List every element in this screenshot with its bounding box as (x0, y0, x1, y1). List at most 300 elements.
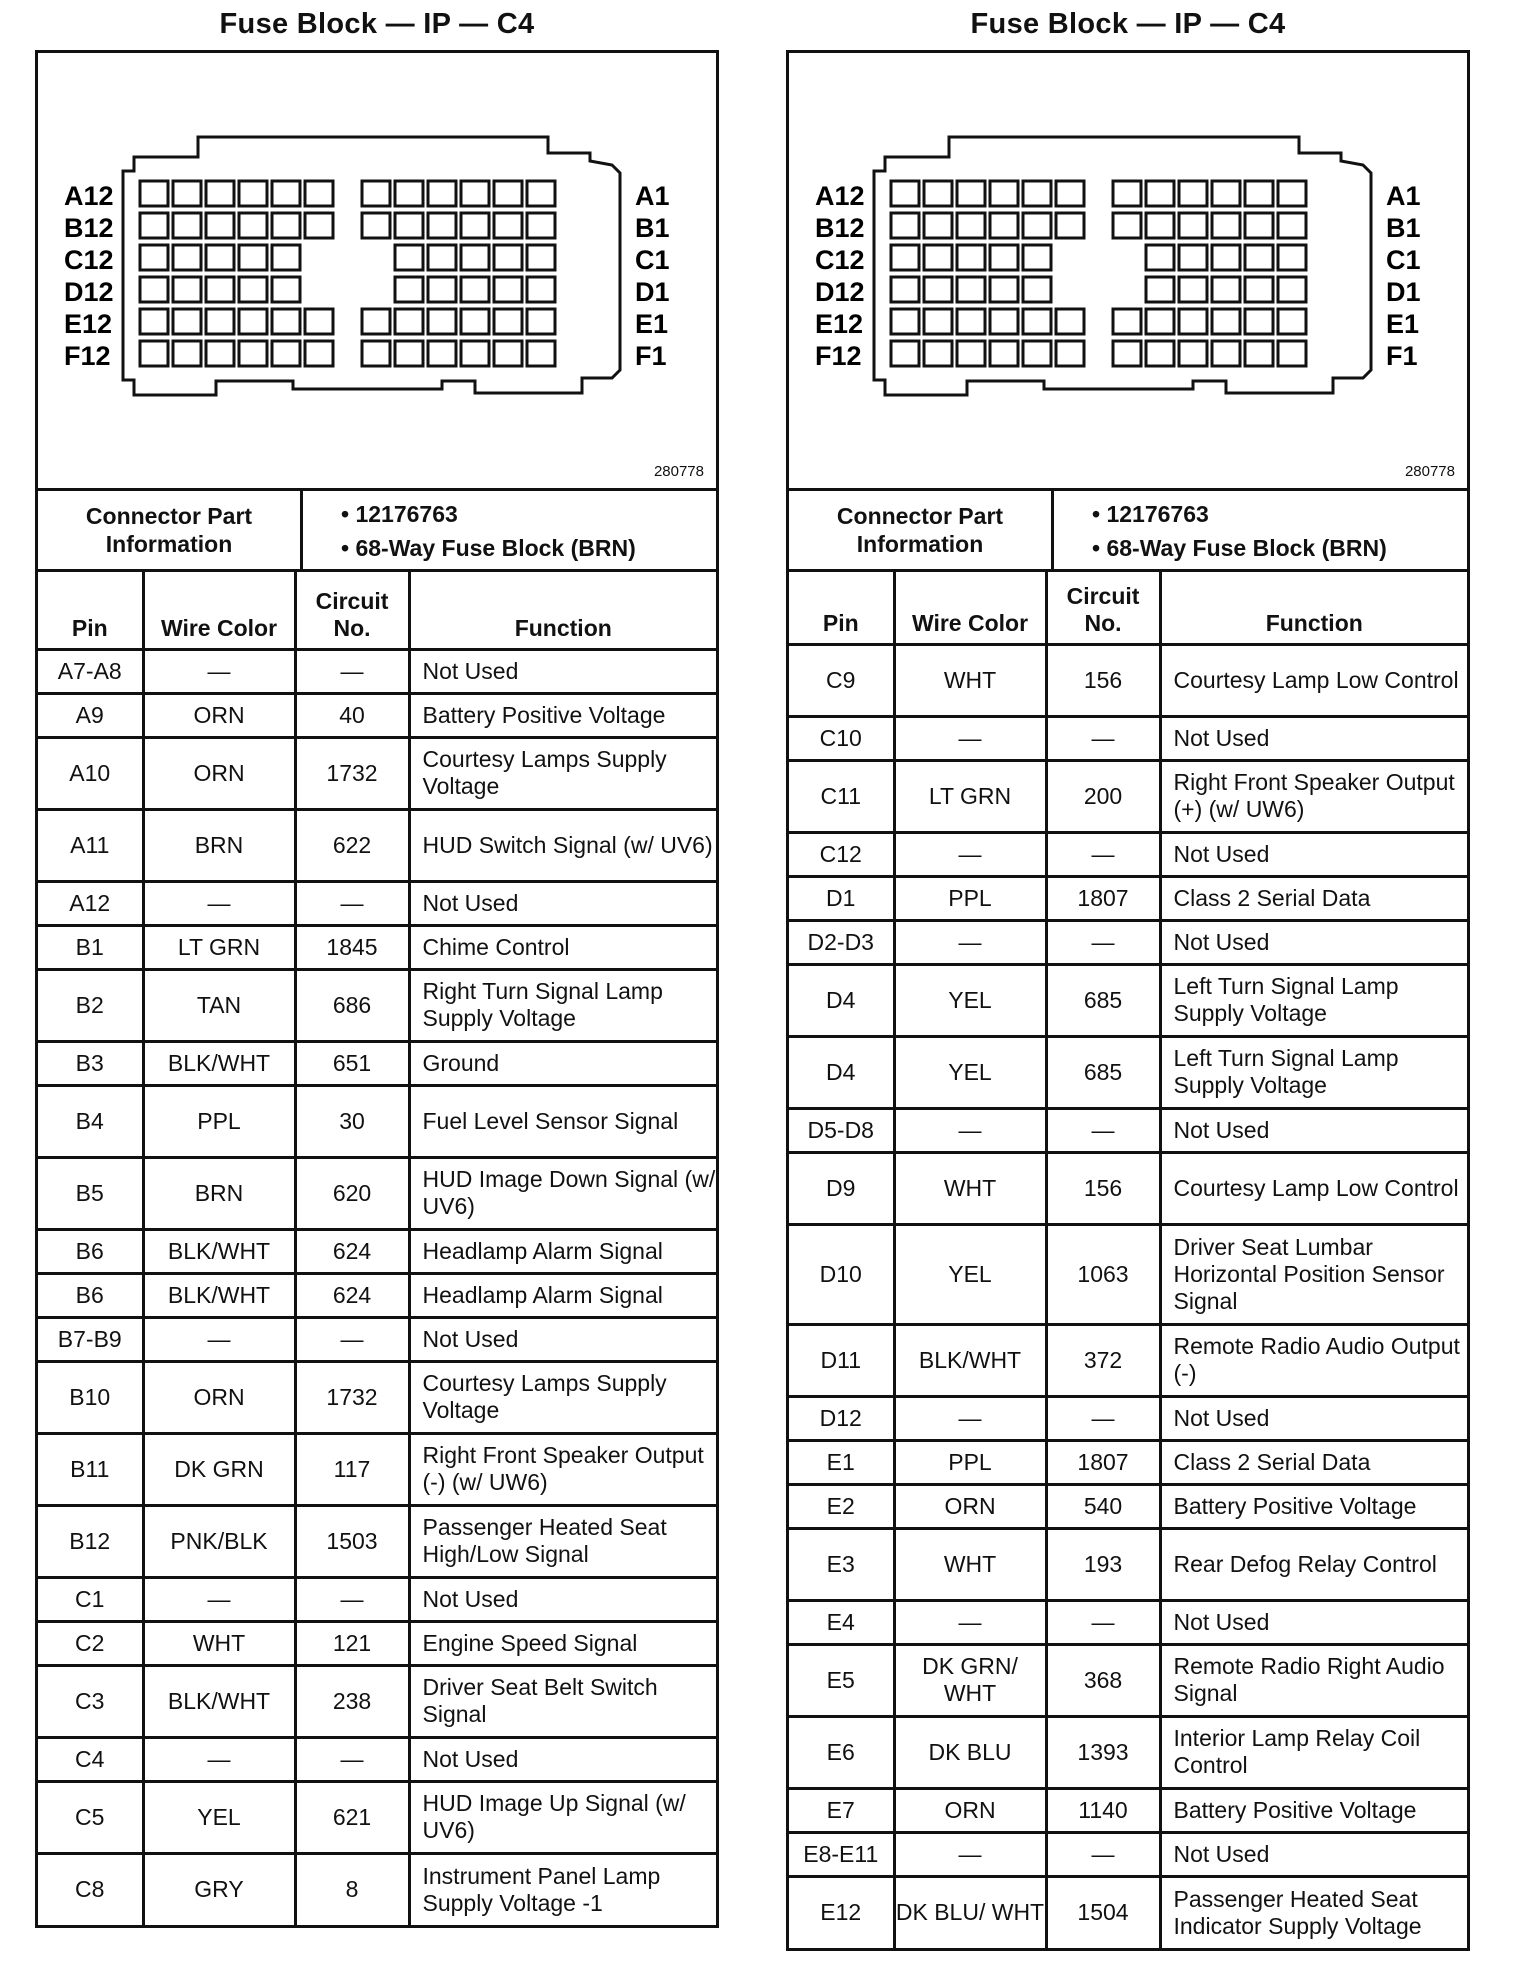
header-circuit-no: Circuit No. (295, 572, 409, 649)
wire-color-cell: DK BLU (894, 1716, 1046, 1788)
pin-row (789, 1324, 1467, 1396)
connector-info-items (1054, 491, 1467, 569)
pin-row (789, 1036, 1467, 1108)
circuit-cell: 1807 (1046, 1440, 1160, 1484)
row-label-left: B12 (815, 213, 865, 243)
pin-cell: A9 (38, 693, 143, 737)
pin-row (38, 1157, 716, 1229)
pin-cavity (957, 277, 985, 302)
panel-title: Fuse Block — IP — C4 (970, 8, 1286, 40)
pin-cavity (957, 341, 985, 366)
pin-cavity (206, 341, 234, 366)
function-cell: Battery Positive Voltage (1160, 1484, 1467, 1528)
function-cell: Courtesy Lamp Low Control (1160, 644, 1467, 716)
wire-color-cell: YEL (894, 1036, 1046, 1108)
pin-cavity (1113, 181, 1141, 206)
circuit-cell: 117 (295, 1433, 409, 1505)
pin-cavity (1212, 181, 1240, 206)
connector-info-items (303, 491, 716, 569)
pin-cavity (428, 309, 456, 334)
wire-color-cell: BRN (143, 1157, 295, 1229)
row-label-left: D12 (815, 277, 865, 307)
pin-cell: B4 (38, 1085, 143, 1157)
function-cell: Rear Defog Relay Control (1160, 1528, 1467, 1600)
circuit-cell: — (1046, 716, 1160, 760)
pin-cavity (527, 341, 555, 366)
circuit-cell: 372 (1046, 1324, 1160, 1396)
header-pin: Pin (38, 572, 143, 649)
pin-row (789, 1788, 1467, 1832)
pin-cell: E1 (789, 1440, 894, 1484)
pin-cell: A12 (38, 881, 143, 925)
wire-color-cell: LT GRN (143, 925, 295, 969)
pin-cavity (1146, 181, 1174, 206)
pin-cavity (362, 181, 390, 206)
pin-cavity (494, 213, 522, 238)
connector-frame (786, 50, 1470, 1951)
pin-cavity (140, 245, 168, 270)
function-cell: Chime Control (409, 925, 716, 969)
function-cell: Remote Radio Right Audio Signal (1160, 1644, 1467, 1716)
function-cell: Not Used (1160, 832, 1467, 876)
pin-cell: D2-D3 (789, 920, 894, 964)
circuit-cell: 156 (1046, 1152, 1160, 1224)
pin-row (789, 1644, 1467, 1716)
pin-cavity (239, 277, 267, 302)
pin-cavity (494, 341, 522, 366)
pin-cavity (272, 181, 300, 206)
row-label-right: F1 (1386, 341, 1418, 371)
pin-cavity (957, 245, 985, 270)
function-cell: Battery Positive Voltage (1160, 1788, 1467, 1832)
row-label-left: C12 (815, 245, 865, 275)
pin-cell: B12 (38, 1505, 143, 1577)
row-label-right: D1 (1386, 277, 1421, 307)
row-labels-right (1386, 181, 1421, 371)
pin-cavity (1179, 181, 1207, 206)
pin-cavity (990, 341, 1018, 366)
function-cell: Battery Positive Voltage (409, 693, 716, 737)
pin-cavity (527, 213, 555, 238)
header-wire-color: Wire Color (894, 572, 1046, 644)
function-cell: Instrument Panel Lamp Supply Voltage -1 (409, 1853, 716, 1925)
pin-cavity (1278, 277, 1306, 302)
pin-cavity (1179, 213, 1207, 238)
circuit-cell: — (295, 881, 409, 925)
pin-cavity (1056, 213, 1084, 238)
pin-cavity (395, 181, 423, 206)
pin-cavity (239, 309, 267, 334)
pin-cavity (891, 245, 919, 270)
pin-cavity (1179, 341, 1207, 366)
pin-cavity (494, 309, 522, 334)
function-cell: Class 2 Serial Data (1160, 876, 1467, 920)
pinout-table (789, 572, 1467, 1948)
pin-cavity (305, 213, 333, 238)
circuit-cell: 8 (295, 1853, 409, 1925)
function-cell: Interior Lamp Relay Coil Control (1160, 1716, 1467, 1788)
pin-cavity (206, 277, 234, 302)
pin-cavity (494, 277, 522, 302)
circuit-cell: — (1046, 1832, 1160, 1876)
pin-cavity (206, 213, 234, 238)
pin-cavity (173, 277, 201, 302)
circuit-cell: 620 (295, 1157, 409, 1229)
circuit-cell: 540 (1046, 1484, 1160, 1528)
pin-cavity (239, 213, 267, 238)
pin-cavity (461, 277, 489, 302)
pin-cavity (1023, 245, 1051, 270)
wire-color-cell: ORN (143, 693, 295, 737)
circuit-cell: 200 (1046, 760, 1160, 832)
circuit-cell: 1807 (1046, 876, 1160, 920)
panel-title: Fuse Block — IP — C4 (219, 8, 535, 40)
row-label-left: A12 (64, 181, 114, 211)
circuit-cell: — (295, 649, 409, 693)
pin-cavity (924, 245, 952, 270)
pin-cavity (527, 309, 555, 334)
connector-info-item: • 12176763 (1092, 501, 1209, 527)
circuit-cell: — (1046, 1108, 1160, 1152)
pin-cavity (1146, 213, 1174, 238)
connector-info-label: Connector Part Information (789, 491, 1054, 569)
pin-cavity (1212, 245, 1240, 270)
row-label-left: C12 (64, 245, 114, 275)
wire-color-cell: ORN (894, 1788, 1046, 1832)
pin-cavity (428, 181, 456, 206)
circuit-cell: 1503 (295, 1505, 409, 1577)
pin-cell: E7 (789, 1788, 894, 1832)
pin-cavity (891, 181, 919, 206)
pin-cavity (1023, 309, 1051, 334)
pin-cell: E5 (789, 1644, 894, 1716)
pinout-rows (38, 649, 716, 1925)
pin-row (38, 1041, 716, 1085)
pin-cavity (891, 341, 919, 366)
pin-row (38, 1273, 716, 1317)
pin-row (789, 920, 1467, 964)
pin-cavity (173, 245, 201, 270)
pin-cell: B1 (38, 925, 143, 969)
pin-cavity (140, 341, 168, 366)
pin-cavity (1245, 213, 1273, 238)
pin-cell: B10 (38, 1361, 143, 1433)
pin-row (38, 1781, 716, 1853)
pin-cavity (395, 277, 423, 302)
pinout-rows (789, 644, 1467, 1948)
pin-row (789, 1876, 1467, 1948)
pin-cavity (1056, 341, 1084, 366)
pin-cell: B11 (38, 1433, 143, 1505)
circuit-cell: 624 (295, 1273, 409, 1317)
function-cell: Passenger Heated Seat Indicator Supply Voltage (1160, 1876, 1467, 1948)
pin-cavity (527, 245, 555, 270)
connector-face-drawing (38, 53, 716, 485)
pin-cavity (395, 309, 423, 334)
wire-color-cell: — (894, 1108, 1046, 1152)
pin-cavity (1278, 341, 1306, 366)
wire-color-cell: ORN (143, 1361, 295, 1433)
circuit-cell: 1393 (1046, 1716, 1160, 1788)
function-cell: Not Used (1160, 1108, 1467, 1152)
pin-cavity (924, 277, 952, 302)
pin-cell: C2 (38, 1621, 143, 1665)
circuit-cell: 686 (295, 969, 409, 1041)
pin-cavity (1212, 277, 1240, 302)
wire-color-cell: — (143, 1317, 295, 1361)
row-label-left: D12 (64, 277, 114, 307)
function-cell: Right Turn Signal Lamp Supply Voltage (409, 969, 716, 1041)
connector-part-information (789, 491, 1467, 572)
pin-cavity (206, 245, 234, 270)
pin-cell: C9 (789, 644, 894, 716)
pin-row (38, 649, 716, 693)
pin-row (789, 1832, 1467, 1876)
pin-cavity (395, 213, 423, 238)
connector-face-drawing (789, 53, 1467, 485)
pin-cell: E6 (789, 1716, 894, 1788)
pin-cavity (924, 341, 952, 366)
row-label-left: F12 (64, 341, 111, 371)
pin-cell: D10 (789, 1224, 894, 1324)
pin-cell: B7-B9 (38, 1317, 143, 1361)
wire-color-cell: BLK/WHT (143, 1273, 295, 1317)
pin-cavity (527, 181, 555, 206)
pin-row (789, 1108, 1467, 1152)
pin-cavity (1113, 213, 1141, 238)
wire-color-cell: PPL (894, 876, 1046, 920)
circuit-cell: 621 (295, 1781, 409, 1853)
pin-cavity (527, 277, 555, 302)
function-cell: Not Used (409, 649, 716, 693)
function-cell: Not Used (1160, 1600, 1467, 1644)
function-cell: Not Used (409, 1577, 716, 1621)
pin-cavity (1278, 213, 1306, 238)
wire-color-cell: BLK/WHT (143, 1229, 295, 1273)
pin-cavity (924, 181, 952, 206)
header-pin: Pin (789, 572, 894, 644)
circuit-cell: 368 (1046, 1644, 1160, 1716)
row-label-right: D1 (635, 277, 670, 307)
pin-cell: C1 (38, 1577, 143, 1621)
row-labels-left (815, 181, 865, 371)
pin-row (38, 1853, 716, 1925)
pin-cavity (428, 245, 456, 270)
pin-cavity (891, 277, 919, 302)
pin-cell: E2 (789, 1484, 894, 1528)
pin-cavity (173, 341, 201, 366)
pin-cell: B2 (38, 969, 143, 1041)
row-labels-right (635, 181, 670, 371)
wire-color-cell: — (143, 881, 295, 925)
pin-cavity (1212, 213, 1240, 238)
pin-row (38, 693, 716, 737)
function-cell: Right Front Speaker Output (+) (w/ UW6) (1160, 760, 1467, 832)
header-circuit-no: Circuit No. (1046, 572, 1160, 644)
pin-row (789, 1396, 1467, 1440)
pin-cavity (494, 181, 522, 206)
pin-cell: B5 (38, 1157, 143, 1229)
circuit-cell: — (1046, 1600, 1160, 1644)
figure-number: 280778 (653, 463, 704, 480)
function-cell: Left Turn Signal Lamp Supply Voltage (1160, 964, 1467, 1036)
row-label-left: E12 (815, 309, 864, 339)
pin-cavity (1113, 341, 1141, 366)
wire-color-cell: — (894, 716, 1046, 760)
circuit-cell: — (295, 1317, 409, 1361)
connector-frame (35, 50, 719, 1928)
pin-cavity (140, 213, 168, 238)
circuit-cell: 30 (295, 1085, 409, 1157)
pin-row (789, 644, 1467, 716)
pin-cavity (239, 245, 267, 270)
pin-cavity (272, 245, 300, 270)
connector-diagram (789, 53, 1467, 491)
pin-cell: C4 (38, 1737, 143, 1781)
wire-color-cell: BLK/WHT (143, 1665, 295, 1737)
pin-cell: D1 (789, 876, 894, 920)
pin-cavity (924, 309, 952, 334)
row-label-right: A1 (1386, 181, 1421, 211)
function-cell: Right Front Speaker Output (-) (w/ UW6) (409, 1433, 716, 1505)
pin-row (789, 716, 1467, 760)
pin-row (38, 1317, 716, 1361)
pin-cavity (173, 309, 201, 334)
wire-color-cell: — (143, 649, 295, 693)
circuit-cell: — (295, 1577, 409, 1621)
pin-row (789, 1440, 1467, 1484)
pin-cavity (957, 213, 985, 238)
pin-cell: A7-A8 (38, 649, 143, 693)
wire-color-cell: BLK/WHT (894, 1324, 1046, 1396)
pin-cavity (272, 341, 300, 366)
wire-color-cell: LT GRN (894, 760, 1046, 832)
pin-cavity (140, 309, 168, 334)
wire-color-cell: PNK/BLK (143, 1505, 295, 1577)
pin-cell: A11 (38, 809, 143, 881)
row-label-right: C1 (1386, 245, 1421, 275)
left-panel (35, 0, 719, 1928)
pin-row (789, 876, 1467, 920)
function-cell: HUD Image Up Signal (w/ UV6) (409, 1781, 716, 1853)
pin-cell: B3 (38, 1041, 143, 1085)
wire-color-cell: BLK/WHT (143, 1041, 295, 1085)
wire-color-cell: YEL (894, 964, 1046, 1036)
pin-cavity (1212, 341, 1240, 366)
pin-cavity (1278, 309, 1306, 334)
pin-cavity (1023, 341, 1051, 366)
pin-row (38, 737, 716, 809)
pin-cavity (362, 213, 390, 238)
circuit-cell: 1732 (295, 1361, 409, 1433)
wire-color-cell: WHT (894, 644, 1046, 716)
pin-cavity (239, 341, 267, 366)
wire-color-cell: ORN (143, 737, 295, 809)
pin-row (38, 1433, 716, 1505)
pin-cavity (206, 309, 234, 334)
pin-cavity (428, 213, 456, 238)
connector-info-label: Connector Part Information (38, 491, 303, 569)
wire-color-cell: — (894, 1600, 1046, 1644)
function-cell: Not Used (1160, 1396, 1467, 1440)
function-cell: Courtesy Lamps Supply Voltage (409, 1361, 716, 1433)
function-cell: Ground (409, 1041, 716, 1085)
pin-cavity (305, 309, 333, 334)
pin-cell: D4 (789, 1036, 894, 1108)
pin-cell: B6 (38, 1229, 143, 1273)
circuit-cell: — (1046, 832, 1160, 876)
pin-cavity (1113, 309, 1141, 334)
row-labels-left (64, 181, 114, 371)
pin-cavity (1245, 341, 1273, 366)
pin-row (789, 1600, 1467, 1644)
function-cell: Not Used (409, 1737, 716, 1781)
pin-row (38, 1577, 716, 1621)
header-function: Function (409, 572, 716, 649)
pin-cavity (140, 277, 168, 302)
pin-cavity (272, 213, 300, 238)
circuit-cell: — (1046, 920, 1160, 964)
pin-cavity (990, 277, 1018, 302)
pin-cavity (990, 213, 1018, 238)
pin-row (38, 1665, 716, 1737)
pin-cavity (990, 309, 1018, 334)
wire-color-cell: — (894, 1832, 1046, 1876)
pin-cell: B6 (38, 1273, 143, 1317)
pin-cavity (957, 309, 985, 334)
right-panel (786, 0, 1470, 1951)
pin-row (789, 1224, 1467, 1324)
wire-color-cell: YEL (143, 1781, 295, 1853)
function-cell: Remote Radio Audio Output (-) (1160, 1324, 1467, 1396)
wire-color-cell: — (894, 1396, 1046, 1440)
pin-cavity (173, 213, 201, 238)
pin-row (789, 964, 1467, 1036)
wire-color-cell: — (143, 1737, 295, 1781)
circuit-cell: 156 (1046, 644, 1160, 716)
circuit-cell: 685 (1046, 964, 1160, 1036)
wire-color-cell: WHT (894, 1528, 1046, 1600)
row-label-right: A1 (635, 181, 670, 211)
pin-cell: E3 (789, 1528, 894, 1600)
pin-row (38, 1737, 716, 1781)
pin-cavity (990, 181, 1018, 206)
circuit-cell: 1732 (295, 737, 409, 809)
row-label-right: B1 (1386, 213, 1421, 243)
circuit-cell: 685 (1046, 1036, 1160, 1108)
function-cell: Not Used (409, 1317, 716, 1361)
pin-cavity (395, 245, 423, 270)
circuit-cell: 1845 (295, 925, 409, 969)
function-cell: Courtesy Lamps Supply Voltage (409, 737, 716, 809)
pin-cavity (1023, 213, 1051, 238)
pin-cell: C3 (38, 1665, 143, 1737)
pin-cavity (891, 309, 919, 334)
connector-info-item: • 12176763 (341, 501, 458, 527)
function-cell: Passenger Heated Seat High/Low Signal (409, 1505, 716, 1577)
wire-color-cell: — (894, 832, 1046, 876)
row-label-left: A12 (815, 181, 865, 211)
pin-row (38, 881, 716, 925)
pin-cavity (891, 213, 919, 238)
function-cell: Fuel Level Sensor Signal (409, 1085, 716, 1157)
pin-cavity (1056, 181, 1084, 206)
pin-row (38, 1621, 716, 1665)
pin-cell: E4 (789, 1600, 894, 1644)
pin-cell: C10 (789, 716, 894, 760)
pin-cavity (990, 245, 1018, 270)
connector-part-information (38, 491, 716, 572)
